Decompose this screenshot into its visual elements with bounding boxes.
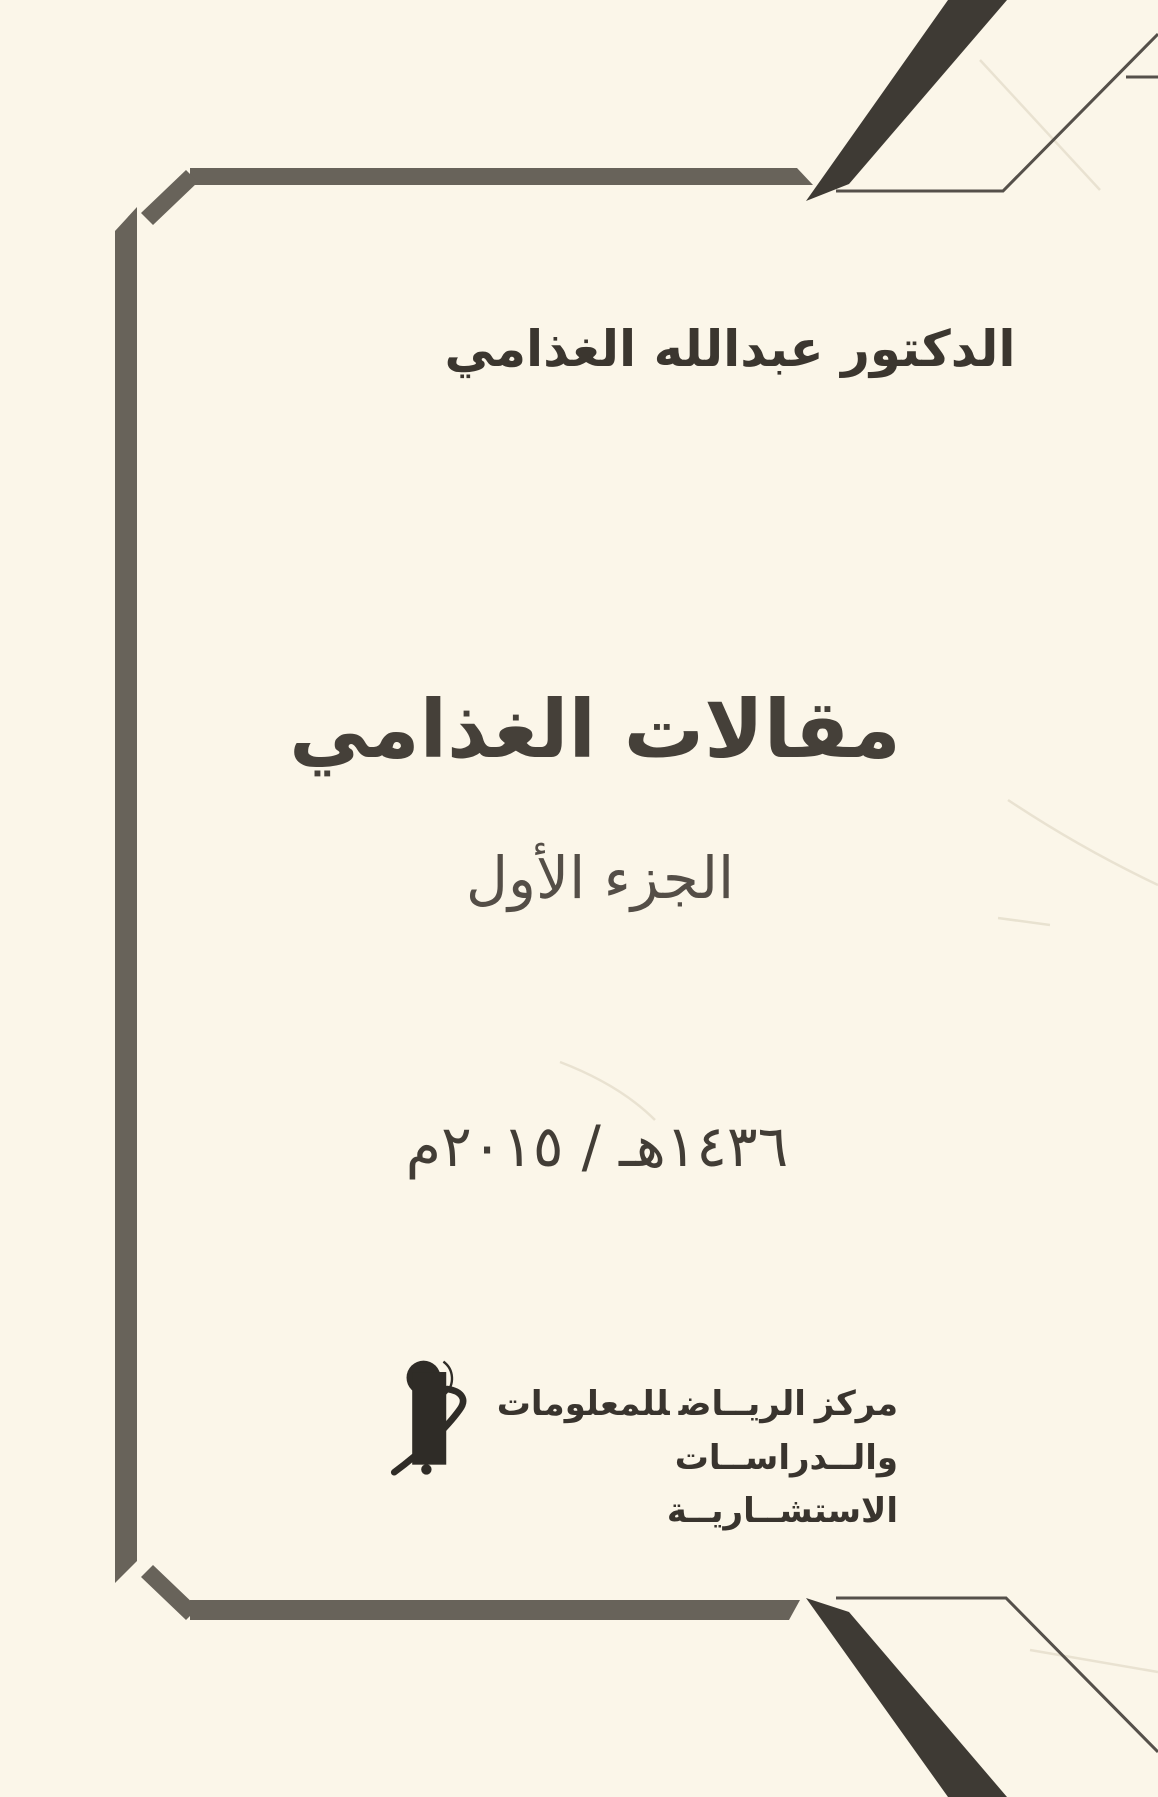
corner-ribbon-bottom-right bbox=[806, 1598, 1007, 1797]
publisher-brand: الريــاض bbox=[678, 1384, 806, 1424]
frame-bottom-band bbox=[190, 1600, 800, 1620]
frame-left-band bbox=[115, 207, 137, 1583]
pen-logo-icon bbox=[381, 1352, 485, 1514]
publisher-name-prefix: مركز bbox=[814, 1384, 898, 1424]
frame-top-left-chamfer bbox=[141, 170, 198, 225]
publisher-name-suffix: للمعلومات bbox=[496, 1384, 670, 1424]
frame-top-band bbox=[190, 168, 813, 185]
author-name: الدكتور عبدالله الغذامي bbox=[444, 320, 1016, 378]
book-subtitle: الجزء الأول bbox=[465, 844, 735, 912]
publisher-block bbox=[386, 1352, 898, 1539]
book-title: مقالات الغذامي bbox=[289, 683, 901, 776]
publisher-name bbox=[497, 1352, 898, 1539]
publisher-name-line2: والــدراســات الاستشــاريــة bbox=[666, 1437, 898, 1532]
frame-bottom-left-chamfer bbox=[141, 1565, 198, 1620]
publisher-name-line1 bbox=[497, 1378, 898, 1432]
edition-date: ١٤٣٦هـ / ٢٠١٥م bbox=[405, 1114, 789, 1180]
corner-ribbon-top-right bbox=[806, 0, 1007, 201]
